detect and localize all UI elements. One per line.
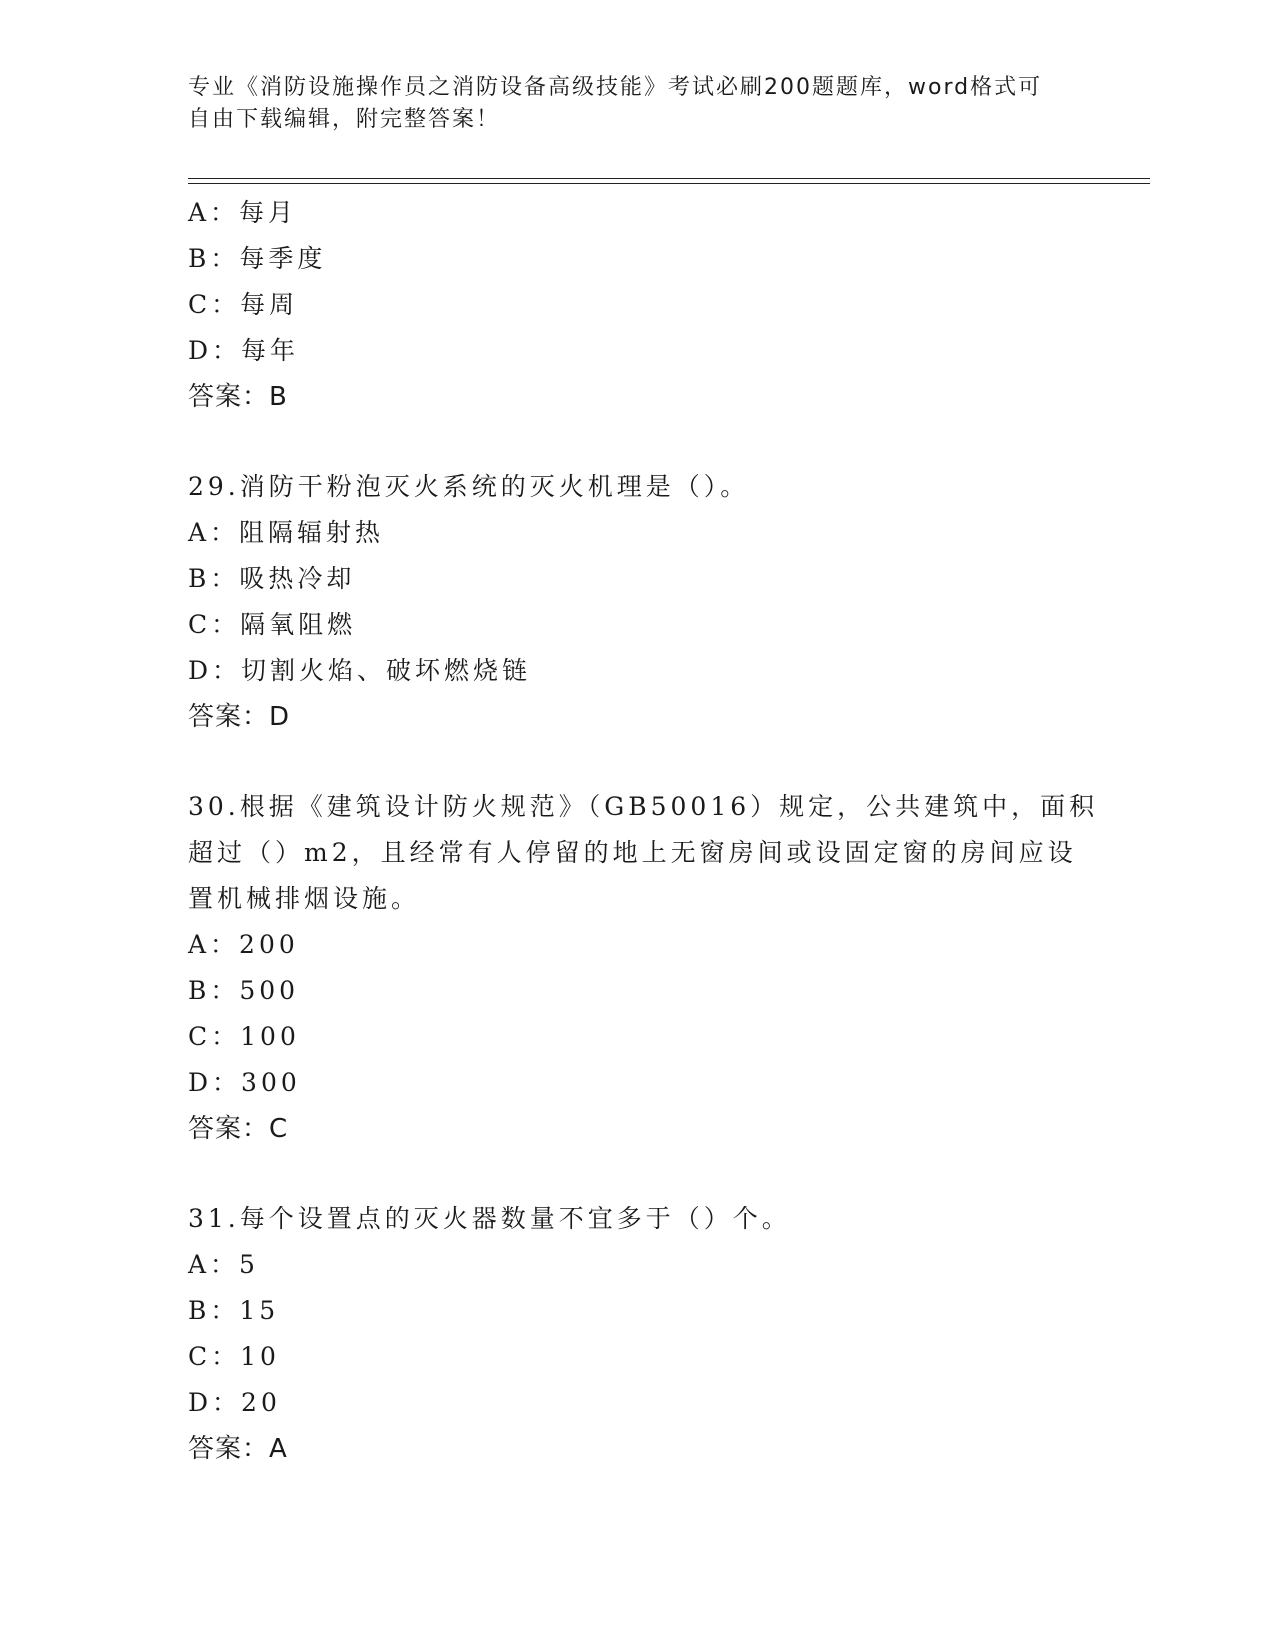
answer-line: 答案：B bbox=[188, 382, 288, 412]
option-a: A：200 bbox=[188, 930, 299, 959]
question-stem: 31.每个设置点的灭火器数量不宜多于（）个。 bbox=[188, 1204, 791, 1233]
document-header bbox=[188, 72, 1068, 136]
question-stem: 29.消防干粉泡灭火系统的灭火机理是（）。 bbox=[188, 472, 750, 501]
option-d: D：每年 bbox=[188, 336, 300, 365]
option-a: A：5 bbox=[188, 1250, 259, 1279]
option-d: D：20 bbox=[188, 1388, 281, 1417]
option-c: C：10 bbox=[188, 1342, 280, 1371]
option-b: B：15 bbox=[188, 1296, 280, 1325]
question-list bbox=[188, 190, 1099, 1472]
option-a: A：每月 bbox=[188, 198, 298, 227]
header-line-2: 自由下载编辑，附完整答案！ bbox=[188, 107, 501, 132]
question-31 bbox=[188, 1196, 1088, 1472]
question-30 bbox=[188, 784, 1099, 1152]
option-c: C：每周 bbox=[188, 290, 299, 319]
answer-line: 答案：D bbox=[188, 702, 291, 732]
option-c: C：100 bbox=[188, 1022, 300, 1051]
header-rule-top bbox=[188, 178, 1150, 179]
header-line-1: 专业《消防设施操作员之消防设备高级技能》考试必刷200题题库，word格式可 bbox=[188, 75, 1043, 100]
header-rule-bottom bbox=[188, 183, 1150, 184]
option-d: D：切割火焰、破坏燃烧链 bbox=[188, 656, 532, 685]
option-b: B：吸热冷却 bbox=[188, 564, 356, 593]
question-stem-line-1: 30.根据《建筑设计防火规范》（GB50016）规定，公共建筑中，面积 bbox=[188, 792, 1099, 821]
answer-line: 答案：A bbox=[188, 1434, 288, 1464]
option-c: C：隔氧阻燃 bbox=[188, 610, 357, 639]
question-stem-line-3: 置机械排烟设施。 bbox=[188, 884, 421, 913]
question-28 bbox=[188, 190, 1088, 420]
option-b: B：500 bbox=[188, 976, 300, 1005]
question-stem-line-2: 超过（）m2，且经常有人停留的地上无窗房间或设固定窗的房间应设 bbox=[188, 838, 1077, 867]
answer-line: 答案：C bbox=[188, 1114, 289, 1144]
question-29 bbox=[188, 464, 1088, 740]
option-a: A：阻隔辐射热 bbox=[188, 518, 385, 547]
option-d: D：300 bbox=[188, 1068, 301, 1097]
option-b: B：每季度 bbox=[188, 244, 327, 273]
